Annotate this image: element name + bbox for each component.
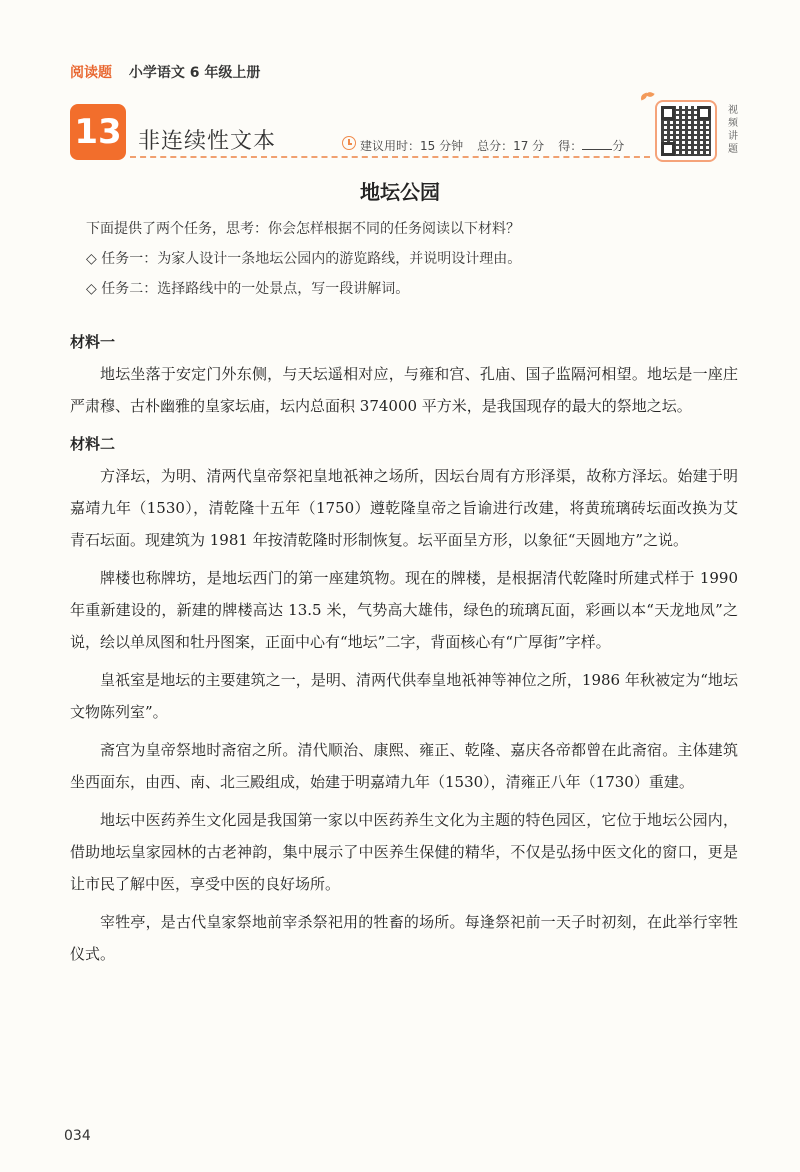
lesson-title: 非连续性文本: [138, 129, 277, 154]
page-number: 034: [64, 1128, 91, 1144]
section-tag: 阅读题: [70, 65, 112, 81]
huangqi-room-paragraph: 皇祇室是地坛的主要建筑之一，是明、清两代供奉皇地祇神等神位之所，1986 年秋被定为“地坛文物陈列室”。: [70, 671, 738, 721]
total-score: 总分：17 分: [477, 138, 545, 153]
task-intro: [86, 214, 521, 304]
task-one: ◇ 任务一：为家人设计一条地坛公园内的游览路线，并说明设计理由。: [86, 251, 522, 267]
book-header: [70, 62, 260, 82]
score-blank[interactable]: [582, 140, 612, 150]
material-one-paragraph: 地坛坐落于安定门外东侧，与天坛遥相对应，与雍和宫、孔庙、国子监隔河相望。地坛是一座庄严肃穆、古朴幽雅的皇家坛庙，坛内总面积 374000 平方米，是我国现存的最大的祭地之坛。: [70, 365, 738, 415]
materials: [70, 326, 738, 976]
slaughter-pavilion-paragraph: 宰牲亭，是古代皇家祭地前宰杀祭祀用的牲畜的场所。每逢祭祀前一天子时初刻，在此举行宰牲仪式。: [70, 913, 738, 963]
material-one-heading: 材料一: [70, 333, 116, 351]
leaf-icon: [640, 92, 654, 104]
qr-code[interactable]: [655, 100, 717, 162]
qr-code-icon: [661, 106, 711, 156]
time-info: [342, 136, 463, 154]
lesson-meta: [342, 136, 624, 154]
lesson-bar: [70, 102, 650, 162]
lesson-number: 13: [70, 104, 126, 160]
tcm-garden-paragraph: 地坛中医药养生文化园是我国第一家以中医药养生文化为主题的特色园区，它位于地坛公园内，借助地坛皇家园林的古老神韵，集中展示了中医养生保健的精华，不仅是弘扬中医文化的窗口，更是让市民了解中医，享受中医的良好场所。: [70, 811, 738, 893]
material-two-heading: 材料二: [70, 435, 116, 453]
intro-question: 下面提供了两个任务，思考：你会怎样根据不同的任务阅读以下材料？: [86, 221, 520, 237]
qr-label: 视频讲题: [728, 105, 738, 155]
book-name: 小学语文 6 年级上册: [128, 65, 261, 81]
fasting-palace-paragraph: 斋宫为皇帝祭地时斋宿之所。清代顺治、康熙、雍正、乾隆、嘉庆各帝都曾在此斋宿。主体建筑坐西面东，由西、南、北三殿组成，始建于明嘉靖九年（1530），清雍正八年（1730）重建。: [70, 741, 738, 791]
score-unit: 分: [612, 138, 625, 153]
score-field: [558, 137, 624, 154]
clock-icon: [342, 136, 356, 150]
suggested-time: 建议用时：15 分钟: [360, 139, 464, 153]
fangze-altar-paragraph: 方泽坛，为明、清两代皇帝祭祀皇地祇神之场所，因坛台周有方形泽渠，故称方泽坛。始建于明嘉靖九年（1530），清乾隆十五年（1750）遵乾隆皇帝之旨谕进行改建，将黄琉璃砖坛面改换为艾青石坛面。现建筑为 1981 年按清乾隆时形制恢复。坛平面呈方形，以象征“天圆地方”之说。: [70, 467, 738, 549]
dashed-divider: [130, 156, 650, 158]
score-label: 得：: [558, 138, 583, 153]
page-title: 地坛公园: [360, 180, 440, 204]
task-two: ◇ 任务二：选择路线中的一处景点，写一段讲解词。: [86, 281, 410, 297]
archway-paragraph: 牌楼也称牌坊，是地坛西门的第一座建筑物。现在的牌楼，是根据清代乾隆时所建式样于 1990 年重新建设的，新建的牌楼高达 13.5 米，气势高大雄伟，绿色的琉璃瓦面，彩画以本“天龙地凤”之说，绘以单凤图和牡丹图案，正面中心有“地坛”二字，背面核心有“广厚街”字样。: [70, 569, 738, 651]
